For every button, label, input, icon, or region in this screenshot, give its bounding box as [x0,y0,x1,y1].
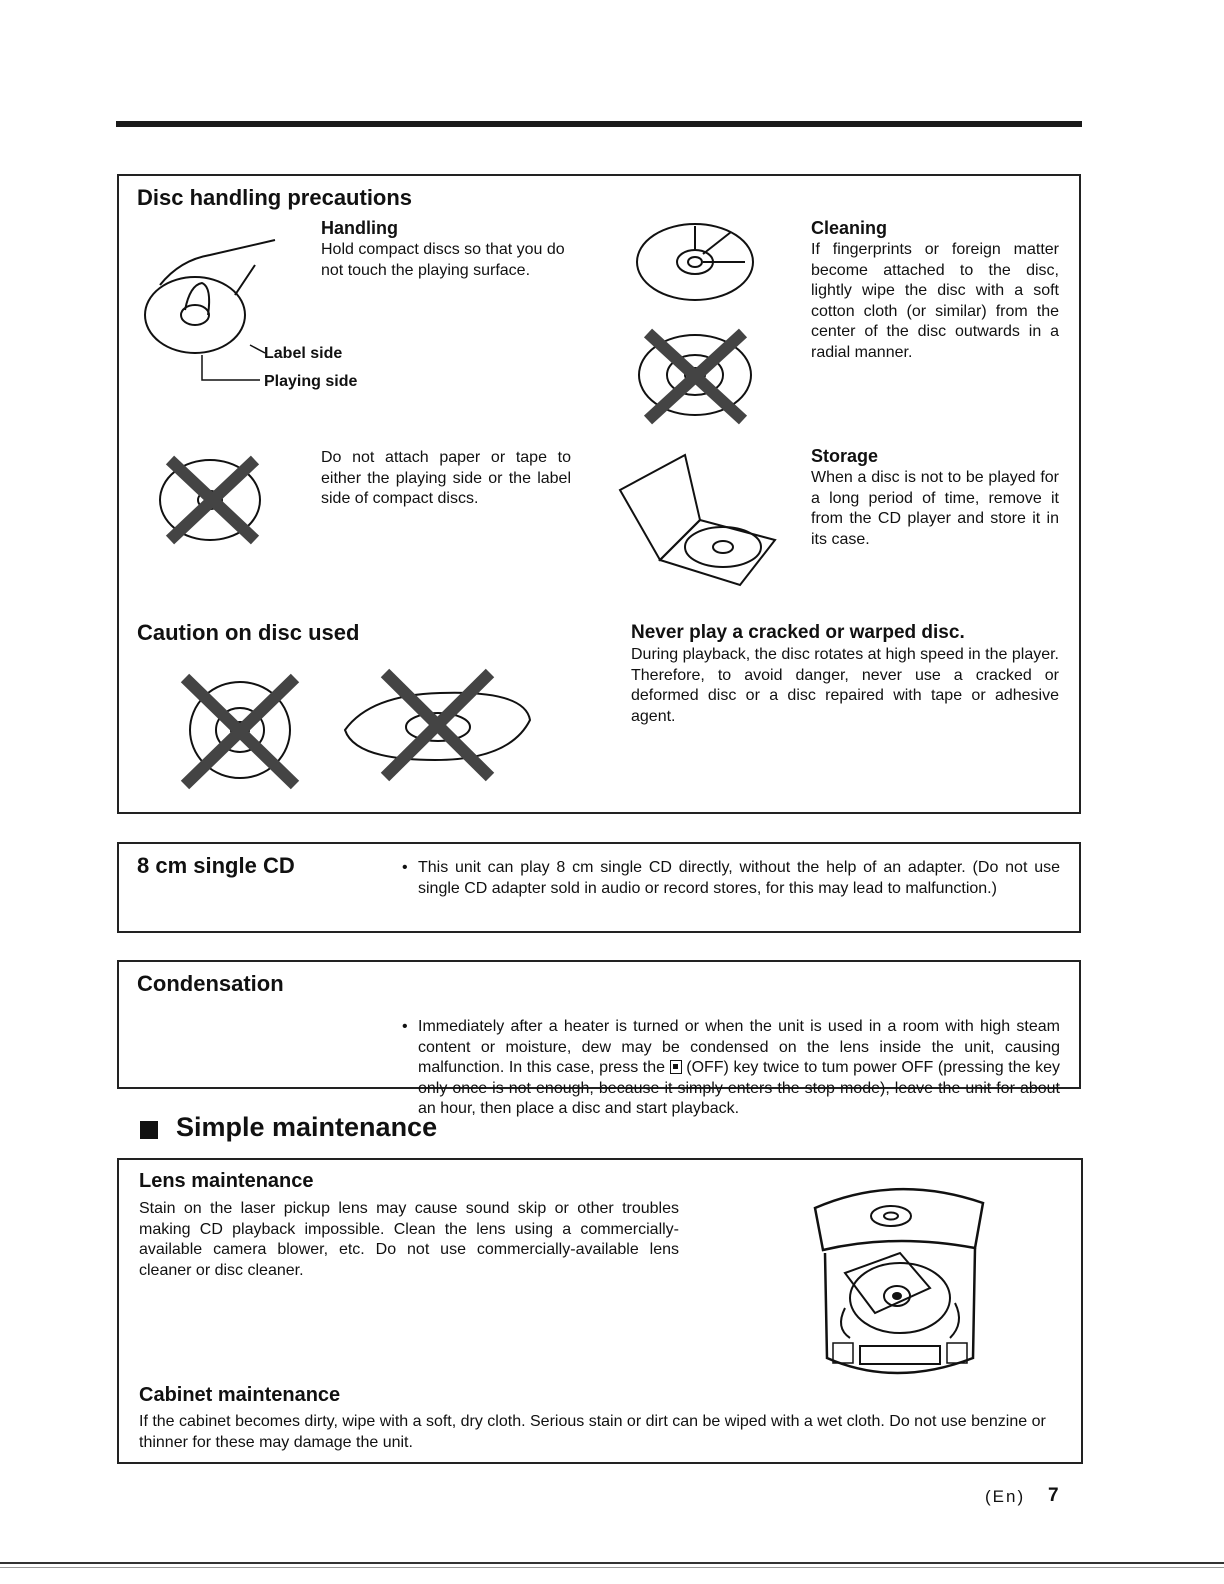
page-number: 7 [1048,1485,1059,1506]
condensation-text-a: Immediately after a heater is turned or when the unit is used in a room with high steam content or moisture, dew may be condensed on the lens inside the unit, causing malfunction. In this case, press the [418,1018,1060,1076]
precautions-title: Disc handling precautions [137,185,413,210]
cleaning-heading: Cleaning [811,218,888,238]
single-cd-title: 8 cm single CD [137,853,295,878]
no-tape-text: Do not attach paper or tape to either the playing side or the label side of compact discs. [321,449,571,507]
cracked-disc-illustration [180,670,305,795]
maintenance-title: Simple maintenance [176,1112,438,1142]
bottom-rule [0,1562,1224,1564]
playing-side-label: Playing side [264,373,358,390]
no-tape-illustration [155,455,265,550]
cleaning-illustration-ok [633,220,758,310]
cleaning-illustration-wrong [633,325,758,430]
cd-player-illustration [805,1178,990,1398]
label-side-label: Label side [264,345,343,362]
single-cd-text: • This unit can play 8 cm single CD directly, without the help of an adapter. (Do not use single CD adapter sold in audio or record stores, for this may lead to malfunction.) [398,858,1060,899]
handling-heading: Handling [321,218,398,238]
warped-disc-illustration [340,665,540,790]
condensation-text [398,1017,1060,1120]
condensation-text-b: (OFF) key twice to tum power OFF (pressing the key only once is not enough, because it simply enters the stop mode), leave the unit for about an hour, then place a disc and start playback. [418,1059,1061,1117]
cracked-heading: Never play a cracked or warped disc. [631,622,965,643]
bottom-rule-thin [0,1567,1224,1568]
header-rule [116,121,1082,127]
cabinet-heading: Cabinet maintenance [139,1384,341,1406]
storage-heading: Storage [811,446,879,466]
caution-title: Caution on disc used [137,620,360,645]
condensation-title: Condensation [137,971,284,996]
cleaning-text: If fingerprints or foreign matter become attached to the disc, lightly wipe the disc with a soft cotton cloth (or similar) from the center of the disc outwards in a radial manner. [811,241,1059,361]
storage-text: When a disc is not to be played for a long period of time, remove it from the CD player and store it in its case. [811,469,1059,548]
cabinet-text: If the cabinet becomes dirty, wipe with a soft, dry cloth. Serious stain or dirt can be wiped with a wet cloth. Do not use benzine or thinner for these may damage the unit. [139,1413,1046,1451]
handling-text: Hold compact discs so that you do not touch the playing surface. [321,241,565,279]
lens-text: Stain on the laser pickup lens may cause sound skip or other troubles making CD playback impossible. Clean the lens using a commercially-available camera blower, etc. Do not use commercially-available lens cleaner or disc cleaner. [139,1200,679,1279]
storage-case-illustration [615,450,785,595]
lens-heading: Lens maintenance [139,1170,314,1192]
cracked-text: During playback, the disc rotates at high speed in the player. Therefore, to avoid danger, never use a cracked or deformed disc or a disc repaired with tape or adhesive agent. [631,646,1059,725]
footer-lang: (En) [985,1487,1026,1506]
handling-illustration [140,225,270,395]
stop-key-icon [670,1060,682,1074]
section-bullet-icon [140,1121,158,1139]
